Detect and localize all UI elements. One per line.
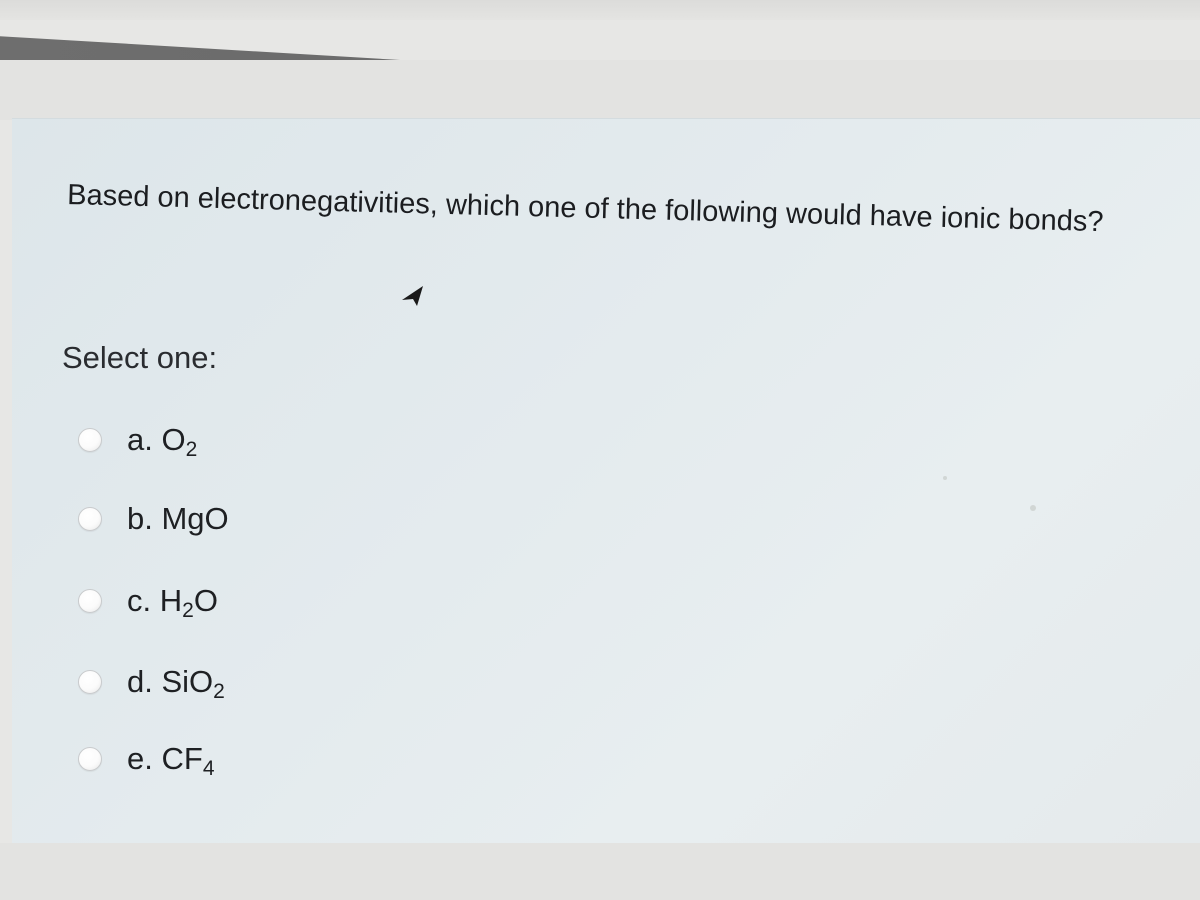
question-text: Based on electronegativities, which one of the following would have ionic bonds?	[66, 178, 1104, 239]
mouse-pointer-arrow-icon	[395, 280, 429, 314]
option-label: e. $CF_4$	[127, 741, 215, 780]
radio-button-icon[interactable]	[78, 589, 102, 613]
radio-button-icon[interactable]	[78, 507, 102, 531]
option-e[interactable]	[78, 737, 215, 781]
option-d[interactable]	[78, 660, 225, 704]
header-spacer	[0, 60, 1200, 120]
option-b[interactable]	[78, 497, 229, 541]
radio-button-icon[interactable]	[78, 670, 102, 694]
screen-speck	[943, 476, 947, 480]
option-label: b. MgO	[127, 501, 229, 536]
top-background-band	[0, 0, 1200, 20]
screen-speck	[1030, 505, 1036, 511]
radio-button-icon[interactable]	[78, 747, 102, 771]
radio-button-icon[interactable]	[78, 428, 102, 452]
option-a[interactable]	[78, 418, 197, 462]
option-label: a. $O_2$	[127, 422, 198, 461]
option-label: c. $H_2O$	[127, 583, 218, 622]
option-c[interactable]	[78, 579, 218, 623]
option-label: d. SiO$_2$	[127, 664, 225, 703]
select-one-label: Select one:	[62, 340, 218, 375]
bottom-background-band	[0, 843, 1200, 900]
